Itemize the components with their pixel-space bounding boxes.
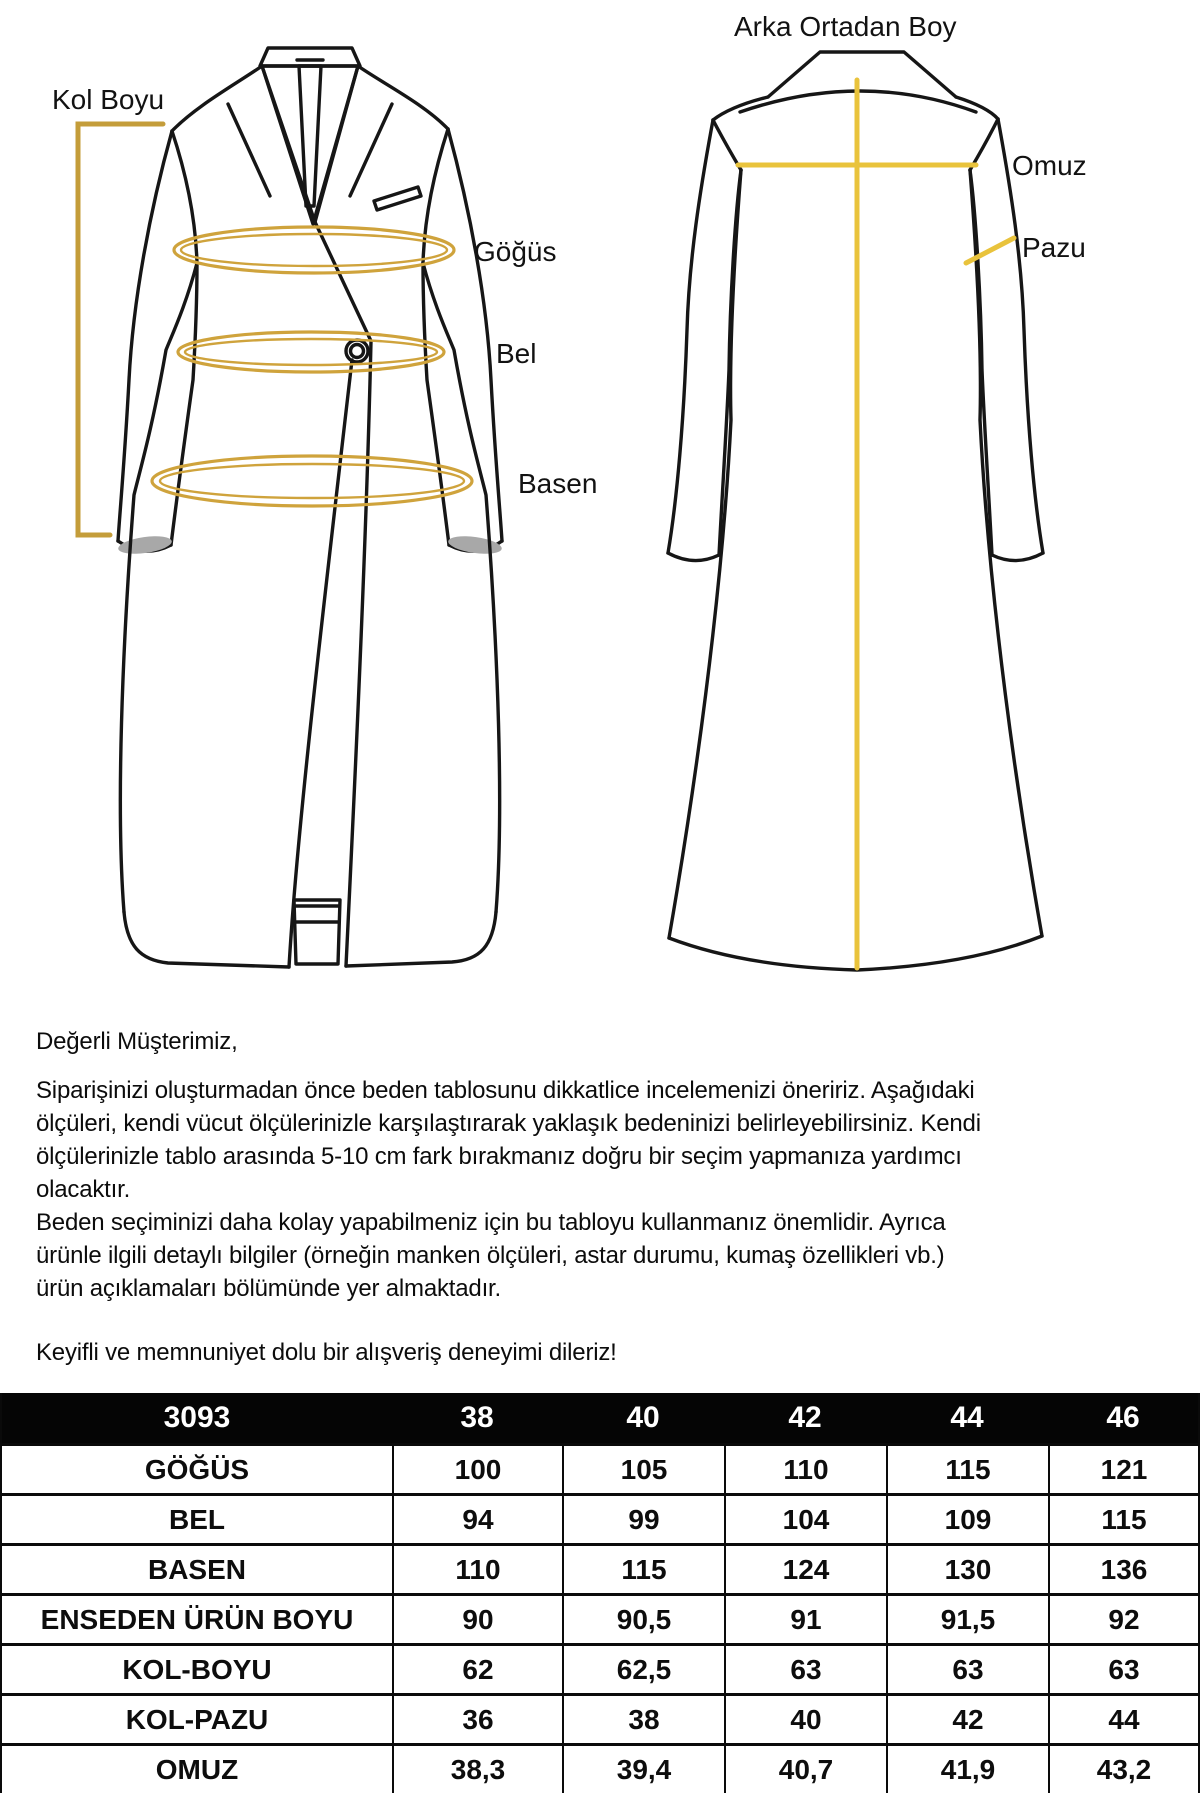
value-cell: 63 [724,1646,886,1693]
back-left-armhole [713,120,741,170]
label-waist: Bel [496,338,537,369]
value-cell: 90 [392,1596,562,1643]
closing-text: Keyifli ve memnuniyet dolu bir alışveriş deneyimi dileriz! [36,1339,617,1366]
lapel-right-outer [350,104,392,196]
measure-label-cell: KOL-BOYU [122,1653,272,1685]
value-cell: 115 [886,1446,1048,1493]
front-collar [260,48,360,66]
label-hip: Basen [518,468,598,499]
front-right-shoulder [358,66,448,129]
value-cell: 90,5 [562,1596,724,1643]
back-left-cuff [668,553,719,561]
front-split-left-line [289,360,352,967]
size-header-cell: 42 [788,1401,822,1434]
lapel-left-edge [262,66,315,222]
value-cell: 121 [1048,1446,1198,1493]
front-left-sleeve-outer [118,131,172,541]
value-cell: 38 [562,1696,724,1743]
back-left-sleeve-outer [668,120,713,553]
value-cell: 130 [886,1546,1048,1593]
paragraph-line: olacaktır. [36,1176,131,1203]
sleeve-length-bracket [78,124,163,535]
bicep-line [966,238,1014,263]
value-cell: 40 [724,1696,886,1743]
label-bicep: Pazu [1022,232,1086,263]
label-sleeve-length: Kol Boyu [52,84,165,115]
left-cuff-opening [117,533,173,556]
value-cell: 115 [562,1546,724,1593]
value-cell: 62,5 [562,1646,724,1693]
value-cell: 99 [562,1496,724,1543]
table-row-chest [2,1443,1198,1493]
right-cuff-opening [447,533,503,556]
lapel-left-outer [228,104,270,196]
front-neck-shading [262,66,358,224]
label-chest: Göğüs [474,236,557,267]
value-cell: 63 [886,1646,1048,1693]
size-advice-paragraph [36,1074,981,1206]
back-right-cuff [992,553,1043,561]
size-header-cell: 38 [460,1401,494,1434]
back-right-armhole [970,119,998,170]
paragraph-line: ölçüleri, kendi vücut ölçülerinizle karşılaştırarak yaklaşık bedeninizi belirleyebilirsiniz. Kendi [36,1110,981,1137]
front-hem-right [346,912,496,966]
value-cell: 42 [886,1696,1048,1743]
value-cell: 124 [724,1546,886,1593]
value-cell: 94 [392,1496,562,1543]
front-vent-bars [296,906,338,922]
size-header-cell: 40 [626,1401,660,1434]
front-overlap-edge [315,222,371,341]
value-cell: 91 [724,1596,886,1643]
waist-ellipse-inner [185,339,437,365]
size-header-cell: 44 [950,1401,984,1434]
value-cell: 136 [1048,1546,1198,1593]
model-code-cell: 3093 [163,1401,231,1434]
value-cell: 36 [392,1696,562,1743]
size-table-header-row [2,1393,1198,1443]
back-left-shoulder [713,97,768,120]
value-cell: 105 [562,1446,724,1493]
size-table [0,1393,1200,1793]
value-cell: 44 [1048,1696,1198,1743]
value-cell: 110 [392,1546,562,1593]
measure-label-cell: OMUZ [155,1753,239,1785]
measure-label-cell: GÖĞÜS [144,1453,250,1485]
front-right-sleeve-outer [448,129,502,541]
value-cell: 110 [724,1446,886,1493]
value-cell: 100 [392,1446,562,1493]
value-cell: 40,7 [724,1746,886,1793]
table-row-shoulder [2,1743,1198,1793]
label-shoulder: Omuz [1012,150,1087,181]
paragraph-line: Siparişinizi oluşturmadan önce beden tablosunu dikkatlice incelemenizi öneririz. Aşağıdaki [36,1077,975,1104]
front-vent-shading [294,900,340,964]
value-cell: 63 [1048,1646,1198,1693]
value-cell: 41,9 [886,1746,1048,1793]
size-header-cell: 46 [1106,1401,1140,1434]
greeting-text: Değerli Müşterimiz, [36,1028,238,1055]
waist-button-ring [351,345,364,358]
measure-label-cell: KOL-PAZU [125,1703,269,1735]
label-back-center-length: Arka Ortadan Boy [734,11,957,42]
measure-label-cell: BASEN [147,1553,246,1585]
measure-label-cell: ENSEDEN ÜRÜN BOYU [40,1603,354,1635]
table-usage-paragraph [36,1206,946,1305]
chest-ellipse-inner [181,234,447,266]
value-cell: 39,4 [562,1746,724,1793]
paragraph-line: ölçülerinizle tablo arasında 5-10 cm fark bırakmanız doğru bir seçim yapmanıza yardımcı [36,1143,962,1170]
table-row-bicep [2,1693,1198,1743]
paragraph-line: ürünle ilgili detaylı bilgiler (örneğin manken ölçüleri, astar durumu, kumaş özellikleri vb.) [36,1242,945,1269]
table-row-hip [2,1543,1198,1593]
value-cell: 62 [392,1646,562,1693]
paragraph-line: Beden seçiminizi daha kolay yapabilmeniz için bu tabloyu kullanmanız önemlidir. Ayrıca [36,1209,946,1236]
front-hem-left [124,912,289,967]
chest-pocket [374,187,421,210]
value-cell: 109 [886,1496,1048,1543]
value-cell: 92 [1048,1596,1198,1643]
back-right-sleeve-outer [998,119,1043,553]
table-row-sleeve-length [2,1643,1198,1693]
table-row-back-length [2,1593,1198,1643]
front-measurement-marks [78,124,472,535]
front-left-shoulder [172,66,262,131]
value-cell: 43,2 [1048,1746,1198,1793]
value-cell: 104 [724,1496,886,1543]
front-split-right-line [346,341,371,966]
measure-label-cell: BEL [169,1503,225,1535]
table-row-waist [2,1493,1198,1543]
value-cell: 38,3 [392,1746,562,1793]
value-cell: 91,5 [886,1596,1048,1643]
hip-ellipse-inner [160,464,464,498]
paragraph-line: ürün açıklamaları bölümünde yer almaktadır. [36,1275,501,1302]
value-cell: 115 [1048,1496,1198,1543]
